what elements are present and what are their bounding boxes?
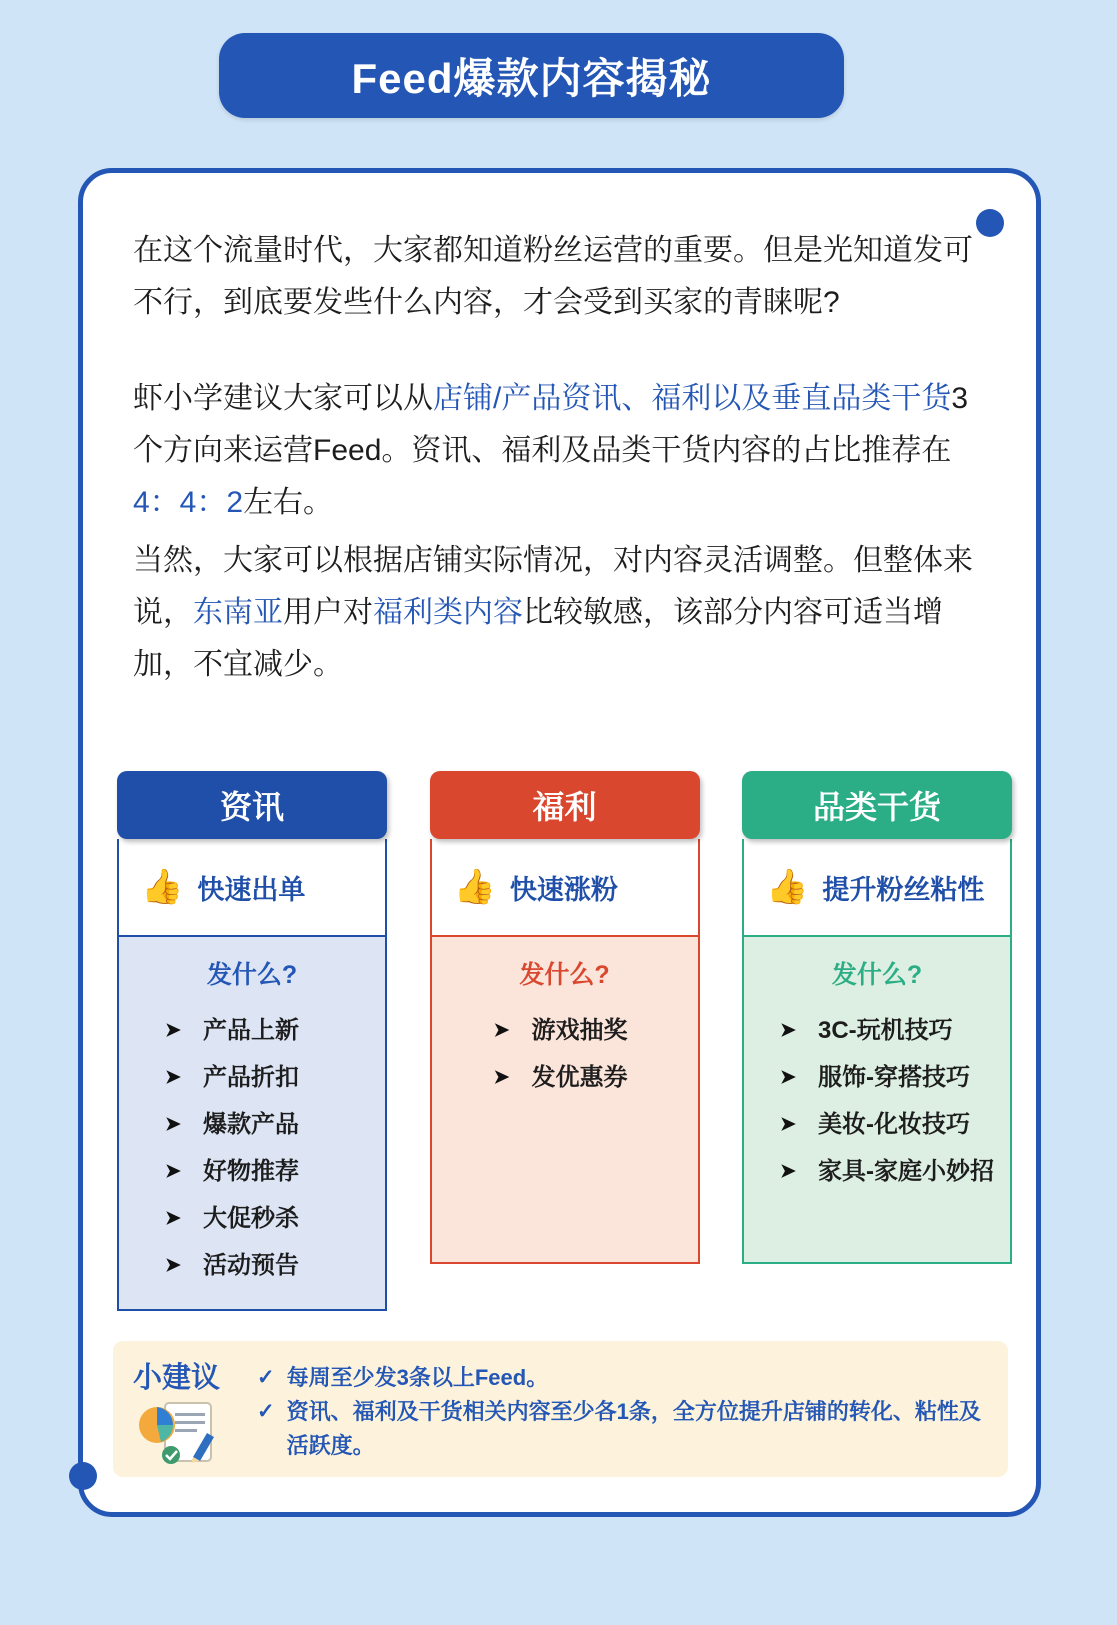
tip-title: 小建议 xyxy=(133,1362,221,1394)
category-column-welfare xyxy=(430,771,700,1311)
tip-left xyxy=(127,1355,257,1477)
check-icon: ✓ xyxy=(257,1366,275,1389)
intro-p2-text-a: 虾小学建议大家可以从 xyxy=(133,382,433,415)
intro-p3-text-a: 当然，大家可以根据店铺实际情况，对内容灵活调整。但整体来说， xyxy=(133,544,973,629)
decorative-dot-bottom-left xyxy=(69,1462,97,1490)
check-icon: ✓ xyxy=(257,1400,275,1423)
list-item: ➤ 发优惠券 xyxy=(494,1054,698,1101)
column-benefit-news xyxy=(117,839,387,937)
list-item: ➤ 游戏抽奖 xyxy=(494,1007,698,1054)
column-items-news xyxy=(119,1007,385,1289)
tip-item-text: 每周至少发3条以上Feed。 xyxy=(286,1365,549,1390)
intro-p2-text-c: 左右。 xyxy=(243,486,334,519)
intro-p3-text-c: 比较敏感，该部分内容可适当增加，不宜减少。 xyxy=(133,596,943,681)
list-item: ➤ 好物推荐 xyxy=(165,1148,385,1195)
list-item: ➤ 3C-玩机技巧 xyxy=(780,1007,1010,1054)
column-benefit-knowledge xyxy=(742,839,1012,937)
list-item: ➤ 大促秒杀 xyxy=(165,1195,385,1242)
column-items-knowledge xyxy=(744,1007,1010,1195)
column-body-welfare xyxy=(430,937,700,1264)
intro-p2-highlight-2: 4：4：2 xyxy=(133,486,244,519)
list-item: ➤ 产品折扣 xyxy=(165,1054,385,1101)
column-title-knowledge: 品类干货 xyxy=(812,789,941,825)
intro-p3-text-b: 用户对 xyxy=(283,596,373,629)
page-title: Feed爆款内容揭秘 xyxy=(351,54,712,102)
intro-paragraph-3 xyxy=(133,535,993,691)
intro-p2-highlight-1: 店铺/产品资讯、福利以及垂直品类干货 xyxy=(433,382,952,415)
column-benefit-label-welfare: 快速涨粉 xyxy=(509,874,618,905)
column-benefit-label-news: 快速出单 xyxy=(197,874,306,905)
intro-paragraph-2 xyxy=(133,373,993,529)
column-items-welfare xyxy=(432,1007,698,1101)
thumbs-up-icon: 👍 xyxy=(141,868,184,906)
category-column-knowledge xyxy=(742,771,1012,1311)
list-item: ➤ 家具-家庭小妙招 xyxy=(780,1148,1010,1195)
tip-item xyxy=(257,1361,992,1395)
column-header-knowledge xyxy=(742,771,1012,839)
content-card xyxy=(78,168,1041,1517)
tip-item-text: 资讯、福利及干货相关内容至少各1条，全方位提升店铺的转化、粘性及活跃度。 xyxy=(286,1399,981,1458)
category-columns xyxy=(117,771,1012,1311)
intro-p3-highlight-2: 福利类内容 xyxy=(373,596,523,629)
intro-paragraphs xyxy=(133,225,993,691)
column-spacer-knowledge xyxy=(744,1195,1010,1242)
column-what-label-knowledge: 发什么? xyxy=(831,961,923,989)
column-benefit-label-knowledge: 提升粉丝粘性 xyxy=(822,874,985,905)
column-title-news: 资讯 xyxy=(219,789,284,825)
list-item: ➤ 服饰-穿搭技巧 xyxy=(780,1054,1010,1101)
list-item: ➤ 美妆-化妆技巧 xyxy=(780,1101,1010,1148)
tip-item xyxy=(257,1395,992,1463)
category-column-news xyxy=(117,771,387,1311)
column-header-news xyxy=(117,771,387,839)
column-what-label-news: 发什么? xyxy=(206,961,298,989)
thumbs-up-icon: 👍 xyxy=(453,868,496,906)
clipboard-chart-icon xyxy=(135,1397,227,1469)
column-title-welfare: 福利 xyxy=(532,789,597,825)
list-item: ➤ 爆款产品 xyxy=(165,1101,385,1148)
column-benefit-welfare xyxy=(430,839,700,937)
thumbs-up-icon: 👍 xyxy=(766,868,809,906)
tip-box xyxy=(113,1341,1008,1477)
intro-p2-text-b: 3个方向来运营Feed。资讯、福利及品类干货内容的占比推荐在 xyxy=(133,382,969,467)
tip-items xyxy=(257,1355,992,1477)
intro-paragraph-1: 在这个流量时代，大家都知道粉丝运营的重要。但是光知道发可不行，到底要发些什么内容，才会受到买家的青睐呢? xyxy=(133,234,973,319)
list-item: ➤ 产品上新 xyxy=(165,1007,385,1054)
column-spacer-welfare xyxy=(432,1101,698,1242)
column-what-label-welfare: 发什么? xyxy=(519,961,610,989)
column-header-welfare xyxy=(430,771,700,839)
list-item: ➤ 活动预告 xyxy=(165,1242,385,1289)
page-title-banner xyxy=(219,33,844,118)
column-body-news xyxy=(117,937,387,1311)
column-body-knowledge xyxy=(742,937,1012,1264)
intro-p3-highlight-1: 东南亚 xyxy=(193,596,283,629)
